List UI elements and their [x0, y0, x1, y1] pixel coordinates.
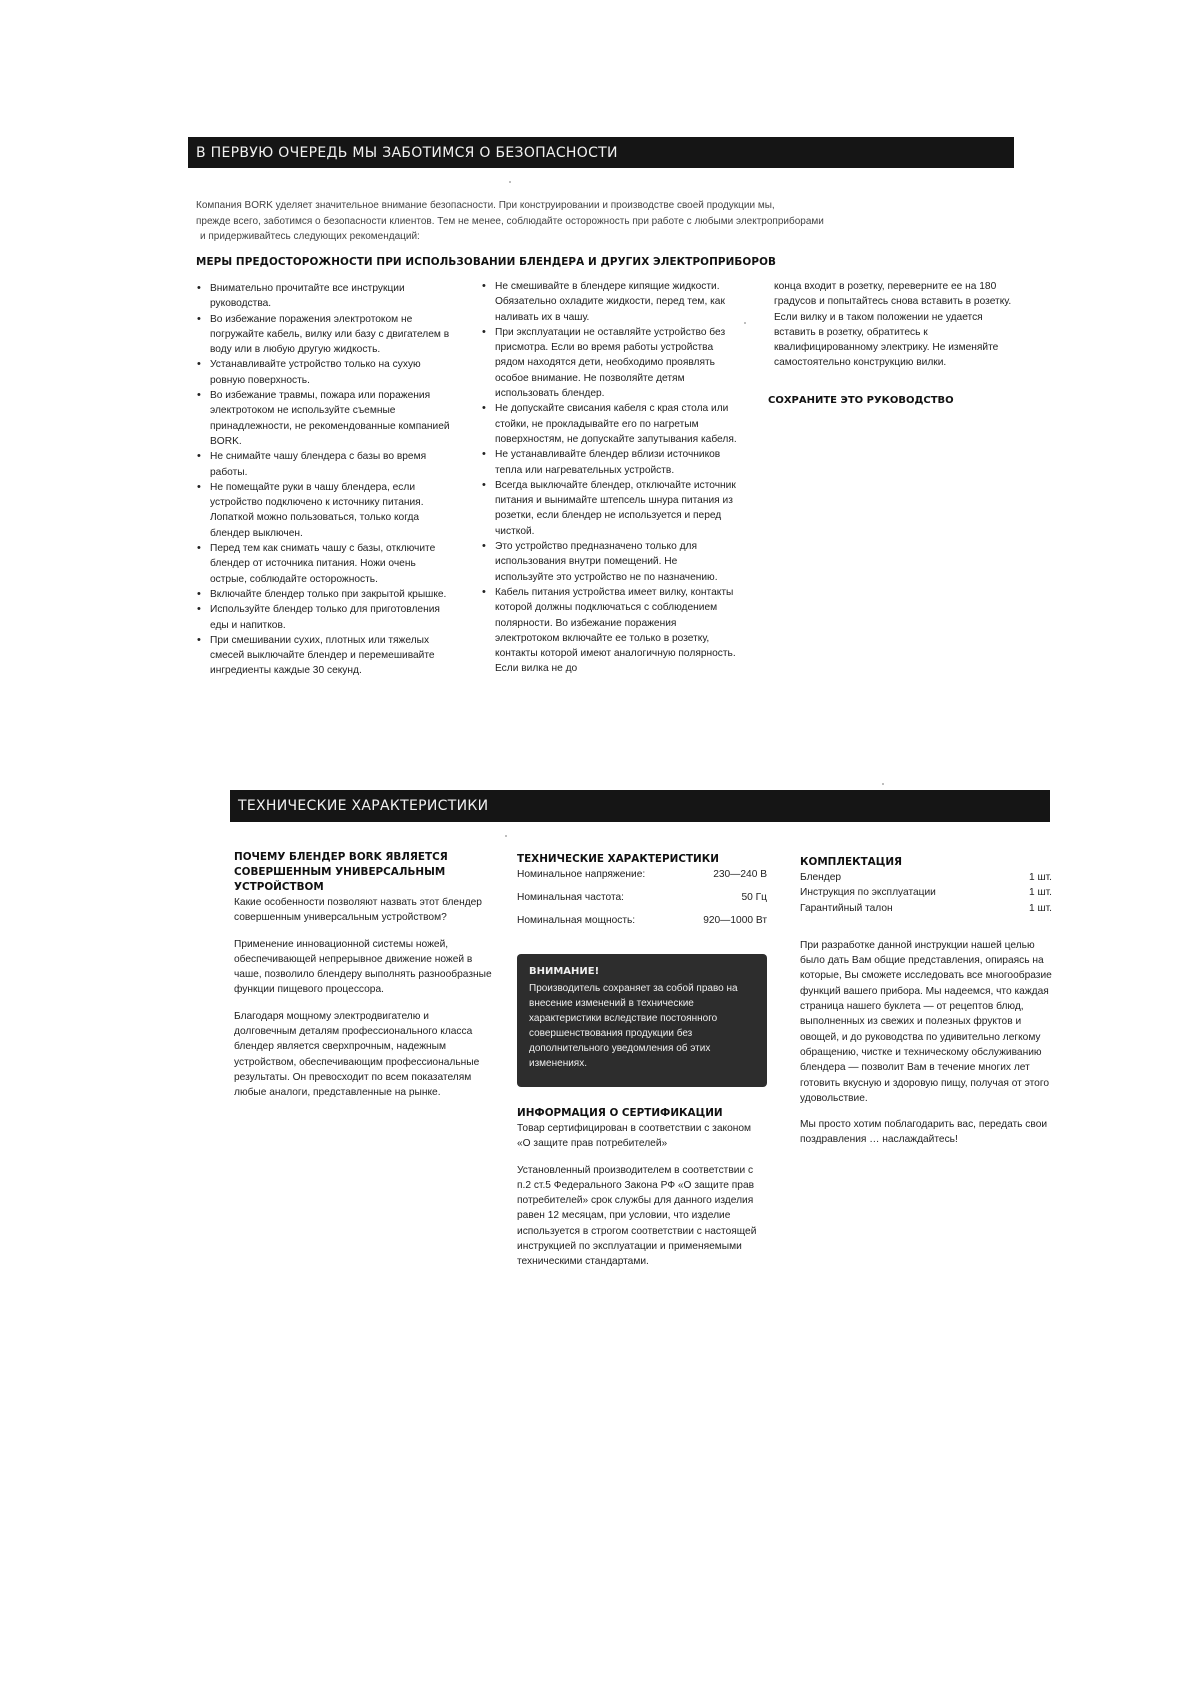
spec-value: 230—240 В [713, 869, 767, 880]
spec-row [517, 867, 767, 890]
why-title: ПОЧЕМУ БЛЕНДЕР BORK ЯВЛЯЕТСЯ СОВЕРШЕННЫМ УНИВЕРСАЛЬНЫМ УСТРОЙСТВОМ [234, 851, 448, 893]
closing-paragraph: При разработке данной инструкции нашей целью было дать Вам общие представления, опираясь на которые, Вы сможете исследовать все многообразие функций вашего прибора. Мы надеемся, что каждая страница нашего буклета — от рецептов блюд, выполненных из свежих и полезных фруктов и овощей, и до руководства по удивительно легкому обращению, чистке и техническому обслуживанию блендера — позволит Вам в течение многих лет готовить вкусную и здоровую пищу, получая от этого удовольствие. [800, 939, 1052, 1104]
spec-label: Номинальная частота: [517, 892, 625, 903]
spec-label: Номинальное напряжение: [517, 869, 646, 880]
scan-speck [744, 322, 746, 324]
precaution-item: • Кабель питания устройства имеет вилку, контакты которой должны подключаться с соблюдением полярности. Во избежание поражения электротоком включайте ее только в розетку, контакты которой имеют аналогичную полярность. Если вилка не до [481, 585, 737, 677]
scan-speck [882, 783, 884, 785]
precaution-item: • Не снимайте чашу блендера с базы во время работы. [196, 449, 451, 480]
kit-row [800, 901, 1052, 916]
precaution-item: • При эксплуатации не оставляйте устройство без присмотра. Если во время работы устройства рядом находятся дети, необходимо проявлять особое внимание. Не позволяйте детям использовать блендер. [481, 325, 737, 401]
kit-item: Гарантийный талон [800, 902, 893, 914]
precaution-item: • Во избежание травмы, пожара или поражения электротоком не используйте съемные принадлежности, не рекомендованные компанией BORK. [196, 388, 451, 449]
intro-line: прежде всего, заботимся о безопасности клиентов. Тем не менее, соблюдайте осторожность при работе с любыми электроприборами [196, 215, 824, 227]
precaution-item: • Включайте блендер только при закрытой крышке. [196, 587, 451, 602]
precaution-item: • Устанавливайте устройство только на сухую ровную поверхность. [196, 357, 451, 388]
intro-line: Компания BORK уделяет значительное внимание безопасности. При конструировании и производстве своей продукции мы, [196, 200, 775, 211]
certification-paragraph: Установленный производителем в соответствии с п.2 ст.5 Федерального Закона РФ «О защите прав потребителей» срок службы для данного изделия равен 12 месяцам, при условии, что изделие используется в строгом соответствии с настоящей инструкцией по эксплуатации и применяемыми техническими стандартами. [517, 1164, 757, 1268]
precaution-item: • Не помещайте руки в чашу блендера, если устройство подключено к источнику питания. Лопаткой можно пользоваться, только когда блендер выключен. [196, 480, 451, 541]
kit-qty: 1 шт. [1028, 872, 1052, 883]
specs-table [517, 867, 767, 936]
precautions-column-3 [774, 279, 1014, 371]
spec-value: 920—1000 Вт [703, 915, 767, 926]
why-paragraph: Благодаря мощному электродвигателю и долговечным деталям профессионального класса блендер является сверхпрочным, надежным устройством, обеспечивающим профессиональные результаты. Он превосходит по всем показателям любые аналоги, представленные на рынке. [234, 1010, 480, 1099]
kit-row [800, 870, 1052, 885]
certification-paragraph: Товар сертифицирован в соответствии с законом «О защите прав потребителей» [517, 1123, 752, 1150]
safety-intro [196, 198, 916, 245]
tech-section-header [230, 790, 1050, 822]
precautions-column-1 [196, 281, 451, 679]
precautions-list-1 [196, 281, 451, 679]
precaution-item: • Не устанавливайте блендер вблизи источников тепла или нагревательных устройств. [481, 447, 737, 478]
kit-item: Инструкция по эксплуатации [800, 887, 936, 899]
kit-qty: 1 шт. [1028, 902, 1052, 914]
spec-value: 50 Гц [741, 892, 767, 903]
precaution-item: • Используйте блендер только для приготовления еды и напитков. [196, 602, 451, 633]
attention-box [517, 954, 767, 1087]
precaution-item: • Не смешивайте в блендере кипящие жидкости. Обязательно охладите жидкости, перед тем, как наливать их в чашу. [481, 279, 737, 325]
intro-line: и придерживайтесь следующих рекомендаций: [200, 231, 420, 242]
why-column [234, 850, 492, 1112]
kit-row [800, 885, 1052, 900]
precaution-item: • Это устройство предназначено только для использования внутри помещений. Не используйте это устройство не по назначению. [481, 539, 737, 585]
precaution-item: • Не допускайте свисания кабеля с края стола или стойки, не прокладывайте его по нагретым поверхностям, не допускайте запутывания кабеля. [481, 401, 737, 447]
precautions-column-2 [481, 279, 737, 677]
save-manual-note: СОХРАНИТЕ ЭТО РУКОВОДСТВО [768, 395, 954, 406]
kit-column [800, 855, 1052, 1159]
why-paragraph: Применение инновационной системы ножей, обеспечивающей непрерывное движение ножей в чаше, позволило блендеру выполнять разнообразные функции пищевого процессора. [234, 938, 492, 996]
specs-column [517, 852, 767, 936]
certification-block [517, 1106, 767, 1281]
scan-speck [509, 181, 511, 183]
certification-title: ИНФОРМАЦИЯ О СЕРТИФИКАЦИИ [517, 1107, 723, 1119]
tech-header-text: ТЕХНИЧЕСКИЕ ХАРАКТЕРИСТИКИ [238, 798, 489, 814]
kit-title: КОМПЛЕКТАЦИЯ [800, 856, 903, 868]
col3-continuation-text: конца входит в розетку, переверните ее на 180 градусов и попытайтесь снова вставить в розетку. Если вилку и в таком положении не удается вставить в розетку, обратитесь к квалифицированному электрику. Не изменяйте самостоятельно конструкцию вилки. [774, 281, 1012, 369]
precautions-heading: МЕРЫ ПРЕДОСТОРОЖНОСТИ ПРИ ИСПОЛЬЗОВАНИИ БЛЕНДЕРА И ДРУГИХ ЭЛЕКТРОПРИБОРОВ [196, 256, 777, 268]
closing-paragraph: Мы просто хотим поблагодарить вас, передать свои поздравления … наслаждайтесь! [800, 1119, 1048, 1146]
spec-label: Номинальная мощность: [517, 915, 636, 926]
attention-title: ВНИМАНИЕ! [529, 966, 600, 977]
precaution-item: • Во избежание поражения электротоком не погружайте кабель, вилку или базу с двигателем в воду или в любую другую жидкость. [196, 312, 451, 358]
spec-row [517, 913, 767, 936]
precautions-list-2 [481, 279, 737, 677]
precaution-item: • Внимательно прочитайте все инструкции руководства. [196, 281, 451, 312]
precaution-item: • Всегда выключайте блендер, отключайте источник питания и вынимайте штепсель шнура питания из розетки, если блендер не используется и перед чисткой. [481, 478, 737, 539]
safety-section-header [188, 137, 1014, 168]
attention-text: Производитель сохраняет за собой право на внесение изменений в технические характеристики вследствие постоянного совершенствования продукции без дополнительного уведомления об этих изменениях. [529, 983, 738, 1069]
kit-qty: 1 шт. [1028, 887, 1052, 899]
kit-list [800, 870, 1052, 916]
precaution-item: • При смешивании сухих, плотных или тяжелых смесей выключайте блендер и перемешивайте ингредиенты каждые 30 секунд. [196, 633, 451, 679]
kit-item: Блендер [800, 872, 842, 883]
precaution-item: • Перед тем как снимать чашу с базы, отключите блендер от источника питания. Ножи очень острые, соблюдайте осторожность. [196, 541, 451, 587]
scan-speck [505, 835, 507, 837]
why-paragraph: Какие особенности позволяют назвать этот блендер совершенным универсальным устройством? [234, 897, 482, 924]
specs-title: ТЕХНИЧЕСКИЕ ХАРАКТЕРИСТИКИ [517, 853, 719, 865]
safety-header-text: В ПЕРВУЮ ОЧЕРЕДЬ МЫ ЗАБОТИМСЯ О БЕЗОПАСНОСТИ [196, 144, 618, 161]
spec-row [517, 890, 767, 913]
